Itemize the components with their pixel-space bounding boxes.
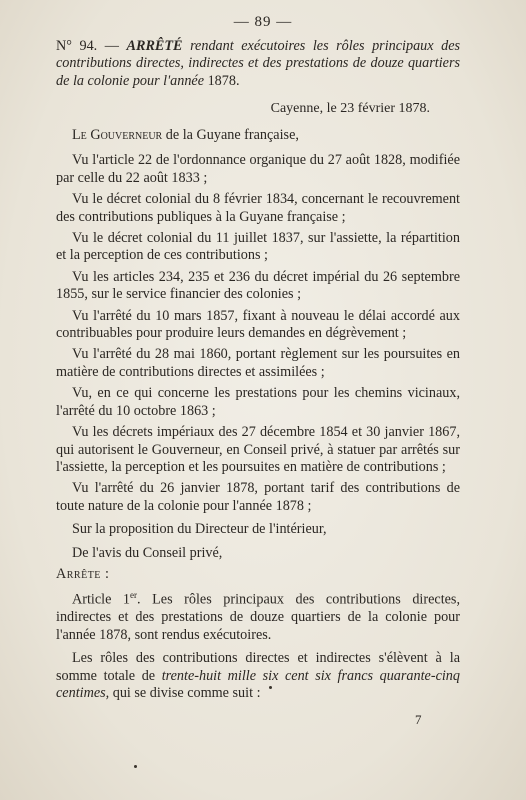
- paragraph: Vu le décret colonial du 11 juillet 1837, sur l'assiette, la répartition et la perception de ces contributions ;: [56, 230, 460, 264]
- governor-line: Le Gouverneur de la Guyane française,: [72, 127, 299, 143]
- ink-speck: [269, 686, 272, 689]
- article-1: Article 1er. Les rôles principaux des contributions directes, indirectes et des prestations de douze quartiers de la colonie pour l'année 1878, sont rendus exécutoires.: [56, 590, 460, 643]
- decree-heading: [56, 38, 460, 90]
- paragraph: Vu les décrets impériaux des 27 décembre 1854 et 30 janvier 1867, qui autorisent le Gouverneur, en Conseil privé, à statuer par arrêtés sur l'assiette, la perception et les poursuites en matière de contributions ;: [56, 424, 460, 475]
- paragraph: Vu, en ce qui concerne les prestations pour les chemins vicinaux, l'arrêté du 10 octobre 1863 ;: [56, 385, 460, 419]
- paragraph: Sur la proposition du Directeur de l'intérieur,: [72, 521, 327, 538]
- arrete-label: Arrête :: [56, 565, 110, 582]
- paragraph: Vu l'arrêté du 10 mars 1857, fixant à nouveau le délai accordé aux contribuables pour produire leurs demandes en dégrèvement ;: [56, 307, 460, 342]
- decree-body: [56, 127, 460, 703]
- ink-speck: [134, 765, 137, 768]
- paragraph: Vu les articles 234, 235 et 236 du décret impérial du 26 septembre 1855, sur le service financier des colonies ;: [56, 268, 460, 303]
- paragraph: Vu l'arrêté du 28 mai 1860, portant règlement sur les poursuites en matière de contributions directes et assimilées ;: [56, 346, 460, 380]
- decree-year: 1878.: [207, 72, 240, 89]
- decree-title: ARRÊTÉ rendant exécutoires les rôles principaux des contributions directes, indirectes et des prestations de douze quartiers de la colonie pour l'année: [56, 38, 461, 89]
- decree-date: Cayenne, le 23 février 1878.: [270, 101, 430, 116]
- decree-number: N° 94. —: [56, 38, 119, 54]
- paragraph: De l'avis du Conseil privé,: [72, 544, 223, 561]
- page-number: — 89 —: [233, 14, 293, 30]
- total-paragraph: Les rôles des contributions directes et indirectes s'élèvent à la somme totale de trente-huit mille six cent six francs quarante-cinq centimes, qui se divise comme suit :: [56, 650, 460, 702]
- paragraph: Vu le décret colonial du 8 février 1834, concernant le recouvrement des contributions publiques à la Guyane française ;: [56, 191, 460, 225]
- paragraph: Vu l'arrêté du 26 janvier 1878, portant tarif des contributions de toute nature de la colonie pour l'année 1878 ;: [56, 480, 460, 514]
- paragraph: Vu l'article 22 de l'ordonnance organique du 27 août 1828, modifiée par celle du 22 août 1833 ;: [56, 152, 460, 186]
- decree-subject: rendant exécutoires les rôles principaux des contributions directes, indirectes et des prestations de douze quartiers de la colonie pour l'année: [56, 38, 461, 89]
- signature-mark: 7: [415, 712, 422, 727]
